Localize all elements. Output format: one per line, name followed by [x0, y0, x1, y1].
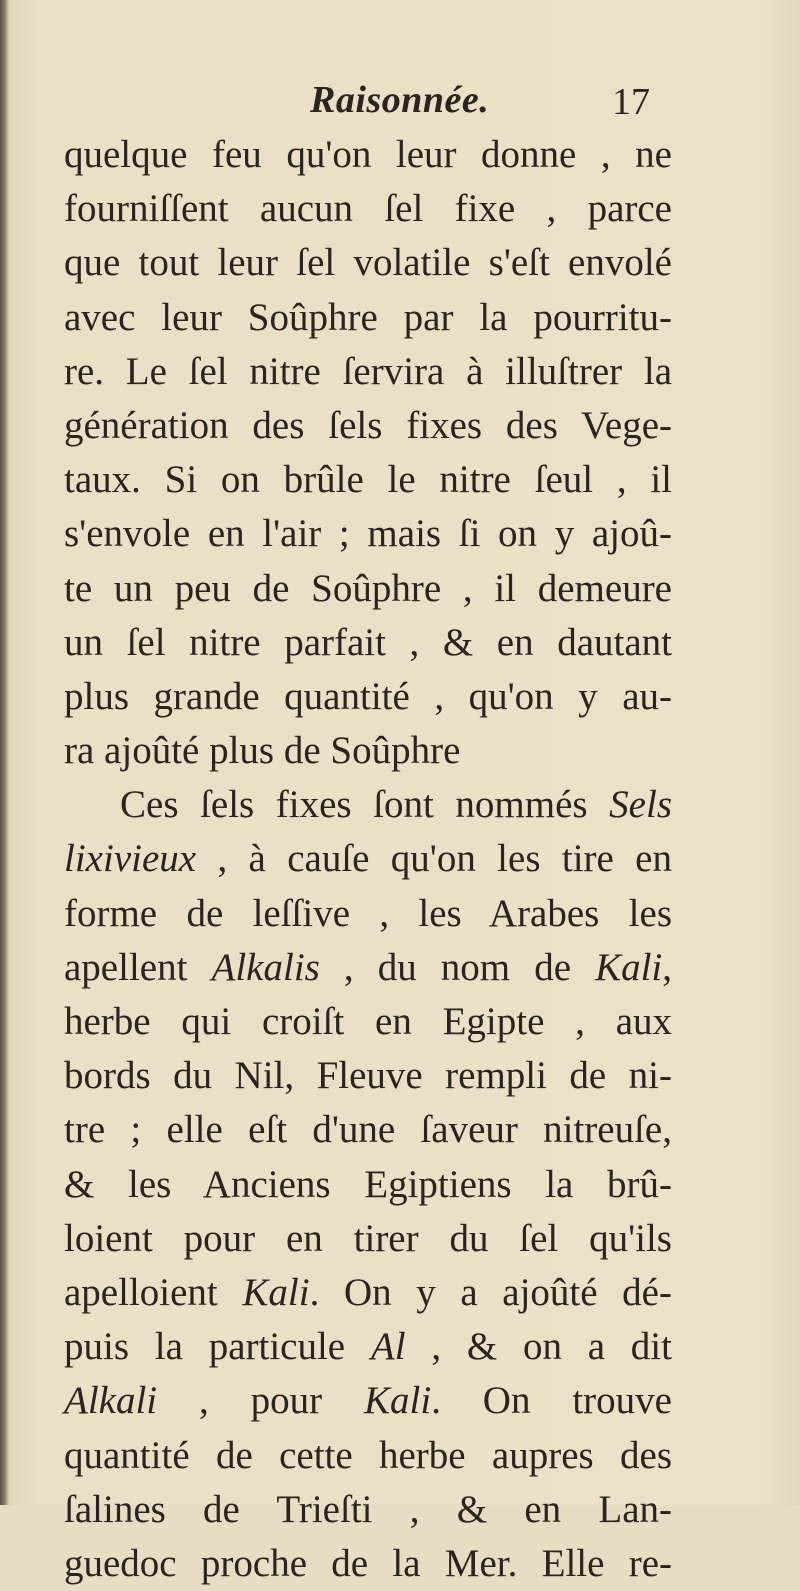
italic-term: Sels: [609, 783, 672, 827]
text-line: quelque feu qu'on leur donne , ne: [64, 133, 672, 176]
text-line: tre ; elle eſt d'une ſaveur nitreuſe,: [64, 1108, 672, 1152]
text-line: Alkali , pour Kali. On trouve: [64, 1379, 672, 1423]
italic-term: lixivieux: [64, 837, 197, 881]
text-line: re. Le ſel nitre ſervira à illuſtrer la: [64, 349, 672, 393]
text-line: ra ajoûté plus de Soûphre: [64, 729, 461, 773]
text-line: forme de leſſive , les Arabes les: [64, 891, 672, 935]
text-line: apelloient Kali. On y a ajoûté dé-: [64, 1270, 672, 1314]
italic-term: Kali: [364, 1379, 432, 1423]
text-line: te un peu de Soûphre , il demeure: [64, 566, 672, 610]
italic-term: Al: [370, 1325, 406, 1369]
italic-term: Kali: [595, 945, 663, 989]
text-line: un ſel nitre parfait , & en dautant: [64, 620, 672, 664]
page-number: 17: [612, 81, 650, 123]
text-line: quantité de cette herbe aupres des: [64, 1433, 672, 1477]
running-head: Raisonnée.: [310, 79, 490, 121]
text-line: fourniſſent aucun ſel fixe , parce: [64, 187, 672, 231]
text-line: taux. Si on brûle le nitre ſeul , il: [64, 458, 672, 502]
text-line: plus grande quantité , qu'on y au-: [64, 674, 672, 718]
text-line: apellent Alkalis , du nom de Kali,: [64, 945, 673, 989]
text-line: bords du Nil, Fleuve rempli de ni-: [64, 1054, 672, 1098]
text-line: herbe qui croiſt en Egipte , aux: [64, 1000, 672, 1043]
italic-term: Kali: [242, 1270, 310, 1314]
page-gutter-shadow: [0, 0, 9, 1505]
text-line: puis la particule Al , & on a dit: [64, 1325, 672, 1369]
text-line: & les Anciens Egiptiens la brû-: [64, 1162, 672, 1206]
italic-term: Alkalis: [211, 945, 320, 989]
text-line: ſalines de Trieſti , & en Lan-: [64, 1487, 672, 1531]
text-line: Ces ſels fixes ſont nommés Sels: [120, 783, 672, 827]
body-text: [64, 128, 672, 1591]
text-line: avec leur Soûphre par la pourritu-: [64, 295, 672, 339]
text-line: que tout leur ſel volatile s'eſt envolé: [64, 241, 672, 285]
italic-term: Alkali: [64, 1379, 158, 1423]
text-line: loient pour en tirer du ſel qu'ils: [64, 1216, 672, 1260]
text-line: génération des ſels fixes des Vege-: [64, 403, 672, 447]
text-line: guedoc proche de la Mer. Elle re-: [64, 1541, 672, 1585]
text-line: s'envole en l'air ; mais ſi on y ajoû-: [64, 512, 672, 556]
text-line: lixivieux , à cauſe qu'on les tire en: [64, 837, 672, 881]
page-header: [0, 78, 800, 128]
